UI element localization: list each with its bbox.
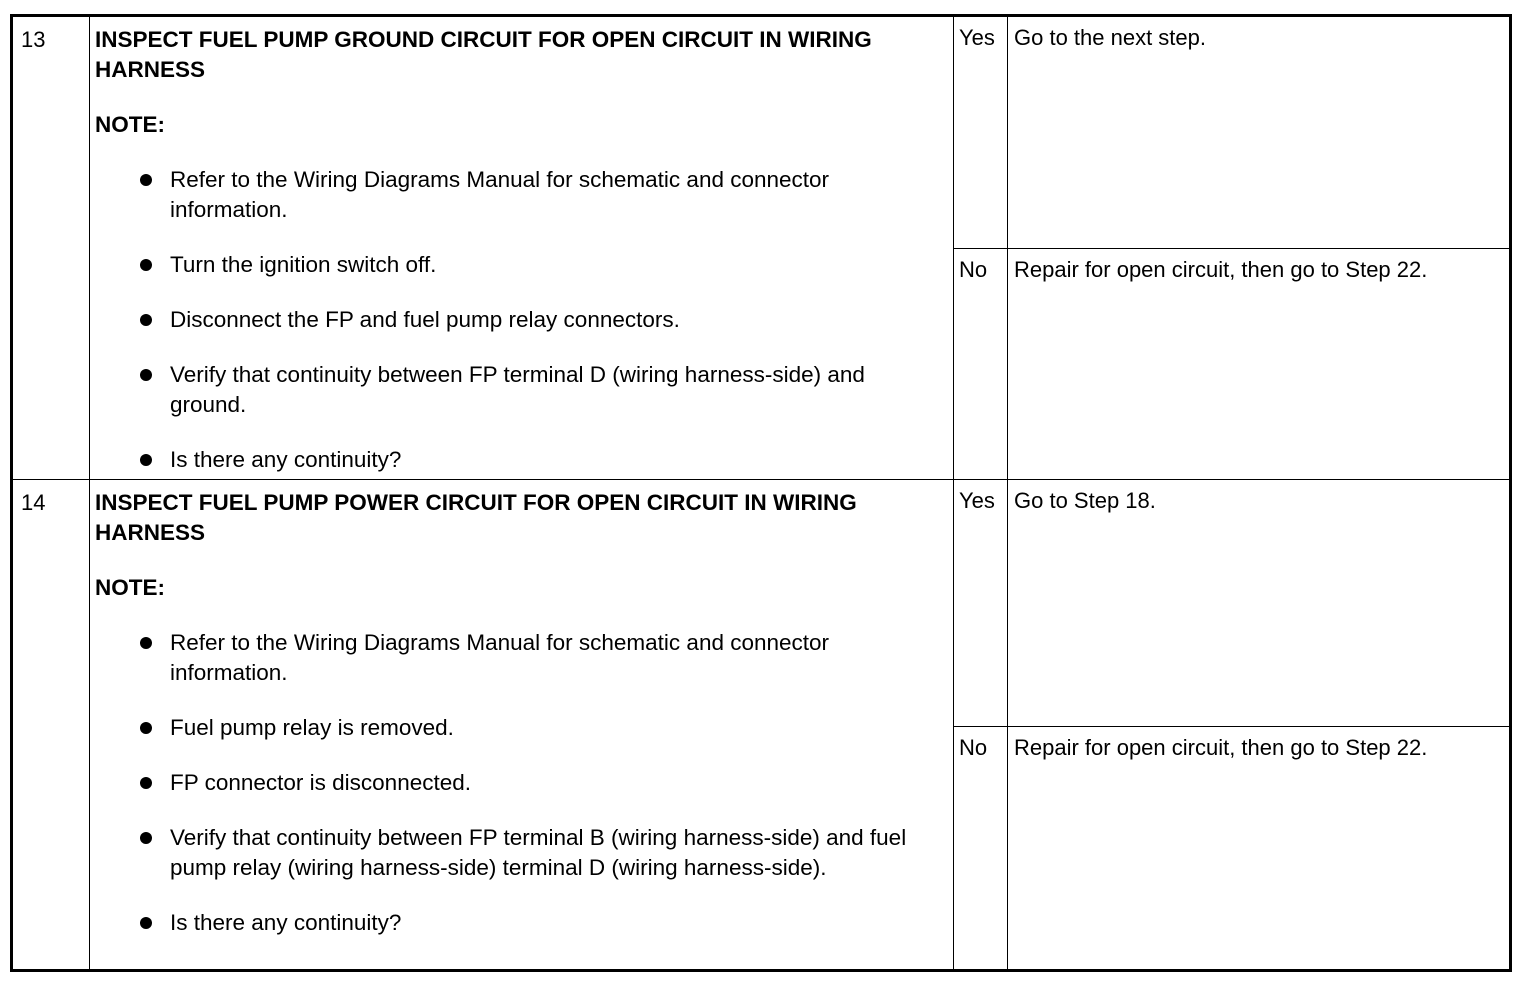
step-heading: INSPECT FUEL PUMP POWER CIRCUIT FOR OPEN CIRCUIT IN WIRING HARNESS: [95, 490, 857, 545]
list-item: Is there any continuity?: [95, 908, 910, 938]
list-item: Turn the ignition switch off.: [95, 250, 910, 280]
note-label: NOTE:: [95, 575, 165, 600]
bullet-icon: [140, 174, 152, 186]
no-label: No: [954, 726, 1008, 969]
list-item: FP connector is disconnected.: [95, 768, 910, 798]
no-result: Repair for open circuit, then go to Step 22.: [1008, 726, 1509, 969]
action-cell: [90, 17, 954, 479]
list-item: Refer to the Wiring Diagrams Manual for schematic and connector information.: [95, 165, 910, 225]
action-cell: [90, 480, 954, 969]
bullet-icon: [140, 454, 152, 466]
step-heading: INSPECT FUEL PUMP GROUND CIRCUIT FOR OPEN CIRCUIT IN WIRING HARNESS: [95, 27, 872, 82]
yes-label: Yes: [954, 480, 1008, 726]
list-item: Fuel pump relay is removed.: [95, 713, 910, 743]
bullet-icon: [140, 259, 152, 271]
list-item: Verify that continuity between FP terminal B (wiring harness-side) and fuel pump relay (wiring harness-side) terminal D (wiring harness-side).: [95, 823, 910, 883]
list-item: Refer to the Wiring Diagrams Manual for schematic and connector information.: [95, 628, 910, 688]
bullet-icon: [140, 777, 152, 789]
list-item: Is there any continuity?: [95, 445, 910, 475]
list-item: Verify that continuity between FP terminal D (wiring harness-side) and ground.: [95, 360, 910, 420]
bullet-icon: [140, 369, 152, 381]
no-result: Repair for open circuit, then go to Step 22.: [1008, 248, 1509, 480]
bullet-icon: [140, 637, 152, 649]
yes-result: Go to the next step.: [1014, 25, 1207, 50]
diagnostic-table: [10, 14, 1512, 972]
bullet-icon: [140, 314, 152, 326]
table-row-step-13: [13, 17, 1509, 480]
step-number: 13: [13, 17, 90, 479]
table-row-step-14: [13, 480, 1509, 969]
yes-label: Yes: [954, 17, 1008, 248]
step-number: 14: [13, 480, 90, 969]
bullet-icon: [140, 722, 152, 734]
bullet-icon: [140, 832, 152, 844]
no-label: No: [954, 248, 1008, 480]
list-item: Disconnect the FP and fuel pump relay connectors.: [95, 305, 910, 335]
yes-result: Go to Step 18.: [1014, 488, 1156, 513]
note-list: [95, 165, 953, 475]
bullet-icon: [140, 917, 152, 929]
note-list: [95, 628, 953, 938]
note-label: NOTE:: [95, 112, 165, 137]
